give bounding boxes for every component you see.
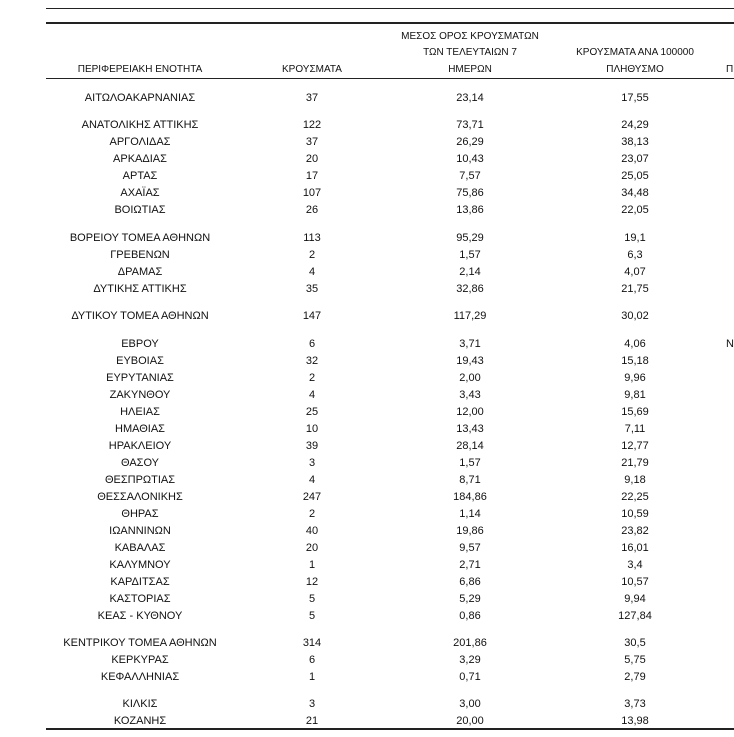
cell-cases: 32 (305, 355, 319, 367)
cell-avg7: 0,71 (459, 671, 481, 683)
cell-per100k: 9,18 (624, 474, 646, 486)
cell-avg7: 95,29 (456, 232, 484, 244)
cell-region: ΒΟΙΩΤΙΑΣ (114, 204, 166, 216)
cell-avg7: 0,86 (459, 610, 481, 622)
cell-cases: 39 (305, 440, 319, 452)
cell-cases: 2 (308, 508, 316, 520)
cell-avg7: 23,14 (456, 92, 484, 104)
cell-per100k: 127,84 (618, 610, 652, 622)
cell-region: ΑΝΑΤΟΛΙΚΗΣ ΑΤΤΙΚΗΣ (81, 119, 199, 131)
header-region: ΠΕΡΙΦΕΡΕΙΑΚΗ ΕΝΟΤΗΤΑ (77, 64, 203, 75)
cell-avg7: 12,00 (456, 406, 484, 418)
cell-avg7: 2,71 (459, 559, 481, 571)
cell-per100k: 13,98 (621, 715, 649, 727)
cell-cases: 6 (308, 654, 316, 666)
cell-per100k: 4,07 (624, 266, 646, 278)
cell-region: ΑΡΓΟΛΙΔΑΣ (109, 136, 171, 148)
cell-region: ΑΡΚΑΔΙΑΣ (113, 153, 167, 165)
cell-cases: 147 (302, 310, 322, 322)
cell-region: ΚΑΡΔΙΤΣΑΣ (110, 576, 170, 588)
cell-region: ΘΗΡΑΣ (121, 508, 159, 520)
cell-region: ΑΙΤΩΛΟΑΚΑΡΝΑΝΙΑΣ (84, 92, 196, 104)
cell-per100k: 3,4 (627, 559, 643, 571)
cell-cases: 20 (305, 542, 319, 554)
cell-cut-column: N (726, 338, 734, 350)
cell-avg7: 5,29 (459, 593, 481, 605)
bottom-border (46, 728, 734, 730)
cell-region: ΔΥΤΙΚΗΣ ΑΤΤΙΚΗΣ (93, 283, 187, 295)
cell-avg7: 32,86 (456, 283, 484, 295)
cell-region: ΚΟΖΑΝΗΣ (113, 715, 167, 727)
cell-avg7: 201,86 (453, 637, 487, 649)
cell-avg7: 3,29 (459, 654, 481, 666)
cell-avg7: 73,71 (456, 119, 484, 131)
cell-region: ΔΥΤΙΚΟΥ ΤΟΜΕΑ ΑΘΗΝΩΝ (71, 310, 209, 322)
cell-per100k: 9,81 (624, 389, 646, 401)
cell-region: ΙΩΑΝΝΙΝΩΝ (109, 525, 171, 537)
cell-cases: 247 (302, 491, 322, 503)
cell-per100k: 22,25 (621, 491, 649, 503)
cell-avg7: 9,57 (459, 542, 481, 554)
cell-cases: 17 (305, 170, 319, 182)
cell-cases: 5 (308, 610, 316, 622)
cell-per100k: 9,94 (624, 593, 646, 605)
cell-cases: 3 (308, 457, 316, 469)
cell-region: ΚΑΛΥΜΝΟΥ (109, 559, 171, 571)
cell-cases: 10 (305, 423, 319, 435)
cell-region: ΗΜΑΘΙΑΣ (115, 423, 165, 435)
cell-region: ΚΕΡΚΥΡΑΣ (111, 654, 169, 666)
header-avg7-line3: ΗΜΕΡΩΝ (448, 64, 492, 75)
cell-per100k: 24,29 (621, 119, 649, 131)
cell-avg7: 20,00 (456, 715, 484, 727)
top-border (46, 8, 734, 9)
cell-region: ΕΥΡΥΤΑΝΙΑΣ (106, 372, 174, 384)
cell-avg7: 2,14 (459, 266, 481, 278)
cell-per100k: 15,18 (621, 355, 649, 367)
cell-cases: 6 (308, 338, 316, 350)
cell-region: ΕΒΡΟΥ (121, 338, 159, 350)
cell-cases: 2 (308, 249, 316, 261)
cell-per100k: 16,01 (621, 542, 649, 554)
cell-region: ΒΟΡΕΙΟΥ ΤΟΜΕΑ ΑΘΗΝΩΝ (69, 232, 211, 244)
cell-region: ΓΡΕΒΕΝΩΝ (110, 249, 170, 261)
cell-per100k: 17,55 (621, 92, 649, 104)
cell-per100k: 19,1 (624, 232, 646, 244)
cell-cases: 1 (308, 559, 316, 571)
cell-avg7: 3,71 (459, 338, 481, 350)
cell-per100k: 9,96 (624, 372, 646, 384)
cell-cases: 314 (302, 637, 322, 649)
cell-avg7: 13,86 (456, 204, 484, 216)
header-top-border (46, 22, 734, 24)
cell-region: ΚΑΒΑΛΑΣ (114, 542, 166, 554)
header-per100k-line2: ΠΛΗΘΥΣΜΟ (606, 64, 664, 75)
cell-region: ΚΕΑΣ - ΚΥΘΝΟΥ (97, 610, 183, 622)
cell-avg7: 19,43 (456, 355, 484, 367)
cell-per100k: 10,59 (621, 508, 649, 520)
cell-region: ΕΥΒΟΙΑΣ (116, 355, 164, 367)
cell-avg7: 3,00 (459, 698, 481, 710)
cell-per100k: 2,79 (624, 671, 646, 683)
cell-cases: 37 (305, 92, 319, 104)
cell-region: ΗΛΕΙΑΣ (120, 406, 160, 418)
cell-region: ΗΡΑΚΛΕΙΟΥ (108, 440, 172, 452)
cell-cases: 1 (308, 671, 316, 683)
cell-avg7: 28,14 (456, 440, 484, 452)
cell-region: ΚΙΛΚΙΣ (122, 698, 158, 710)
cell-region: ΚΕΦΑΛΛΗΝΙΑΣ (100, 671, 180, 683)
cell-avg7: 19,86 (456, 525, 484, 537)
cell-avg7: 117,29 (453, 310, 487, 322)
cell-avg7: 10,43 (456, 153, 484, 165)
cell-per100k: 30,5 (624, 637, 646, 649)
cell-per100k: 15,69 (621, 406, 649, 418)
cell-region: ΚΕΝΤΡΙΚΟΥ ΤΟΜΕΑ ΑΘΗΝΩΝ (63, 637, 217, 649)
cell-cases: 113 (303, 232, 321, 244)
cell-avg7: 2,00 (459, 372, 481, 384)
cell-avg7: 8,71 (459, 474, 481, 486)
cell-cases: 40 (305, 525, 319, 537)
header-cut-column: Π (726, 64, 734, 75)
header-per100k-line1: ΚΡΟΥΣΜΑΤΑ ΑΝΑ 100000 (576, 47, 694, 58)
cell-cases: 3 (308, 698, 316, 710)
cell-per100k: 23,82 (621, 525, 649, 537)
cell-region: ΑΧΑΪΑΣ (120, 187, 160, 199)
cell-cases: 35 (305, 283, 319, 295)
cell-cases: 26 (305, 204, 319, 216)
header-bottom-border (46, 78, 734, 79)
cell-per100k: 30,02 (621, 310, 649, 322)
cell-per100k: 10,57 (621, 576, 649, 588)
cell-region: ΘΕΣΠΡΩΤΙΑΣ (104, 474, 176, 486)
cell-per100k: 6,3 (627, 249, 643, 261)
cell-region: ΚΑΣΤΟΡΙΑΣ (109, 593, 171, 605)
cell-cases: 2 (308, 372, 316, 384)
cell-cases: 4 (308, 389, 316, 401)
cell-per100k: 34,48 (621, 187, 649, 199)
cell-per100k: 21,75 (621, 283, 649, 295)
cell-avg7: 7,57 (459, 170, 481, 182)
cell-avg7: 184,86 (453, 491, 487, 503)
cell-avg7: 1,14 (459, 508, 481, 520)
cell-cases: 12 (305, 576, 319, 588)
cell-per100k: 38,13 (621, 136, 649, 148)
cell-per100k: 4,06 (624, 338, 646, 350)
cell-avg7: 6,86 (459, 576, 481, 588)
cell-per100k: 7,11 (624, 423, 646, 435)
cell-region: ΑΡΤΑΣ (122, 170, 158, 182)
cell-per100k: 23,07 (621, 153, 649, 165)
cell-avg7: 26,29 (456, 136, 484, 148)
cell-avg7: 1,57 (459, 457, 481, 469)
cell-region: ΘΑΣΟΥ (120, 457, 160, 469)
cell-per100k: 22,05 (621, 204, 649, 216)
cell-cases: 5 (308, 593, 316, 605)
cell-region: ΖΑΚΥΝΘΟΥ (109, 389, 171, 401)
cell-cases: 21 (305, 715, 319, 727)
cell-cases: 4 (308, 474, 316, 486)
cell-avg7: 1,57 (459, 249, 481, 261)
cell-per100k: 5,75 (624, 654, 646, 666)
cell-cases: 37 (305, 136, 319, 148)
cell-cases: 20 (305, 153, 319, 165)
header-avg7-line2: ΤΩΝ ΤΕΛΕΥΤΑΙΩΝ 7 (423, 47, 517, 58)
cell-avg7: 75,86 (456, 187, 484, 199)
cell-per100k: 25,05 (621, 170, 649, 182)
cell-per100k: 3,73 (624, 698, 646, 710)
cell-cases: 4 (308, 266, 316, 278)
cell-region: ΘΕΣΣΑΛΟΝΙΚΗΣ (97, 491, 183, 503)
cell-avg7: 13,43 (456, 423, 484, 435)
cell-cases: 25 (305, 406, 319, 418)
cell-cases: 122 (302, 119, 322, 131)
cell-per100k: 12,77 (621, 440, 649, 452)
cell-avg7: 3,43 (459, 389, 481, 401)
cell-cases: 107 (302, 187, 322, 199)
cell-region: ΔΡΑΜΑΣ (117, 266, 163, 278)
header-cases: ΚΡΟΥΣΜΑΤΑ (282, 64, 342, 75)
header-avg7-line1: ΜΕΣΟΣ ΟΡΟΣ ΚΡΟΥΣΜΑΤΩΝ (401, 31, 539, 42)
cell-per100k: 21,79 (621, 457, 649, 469)
